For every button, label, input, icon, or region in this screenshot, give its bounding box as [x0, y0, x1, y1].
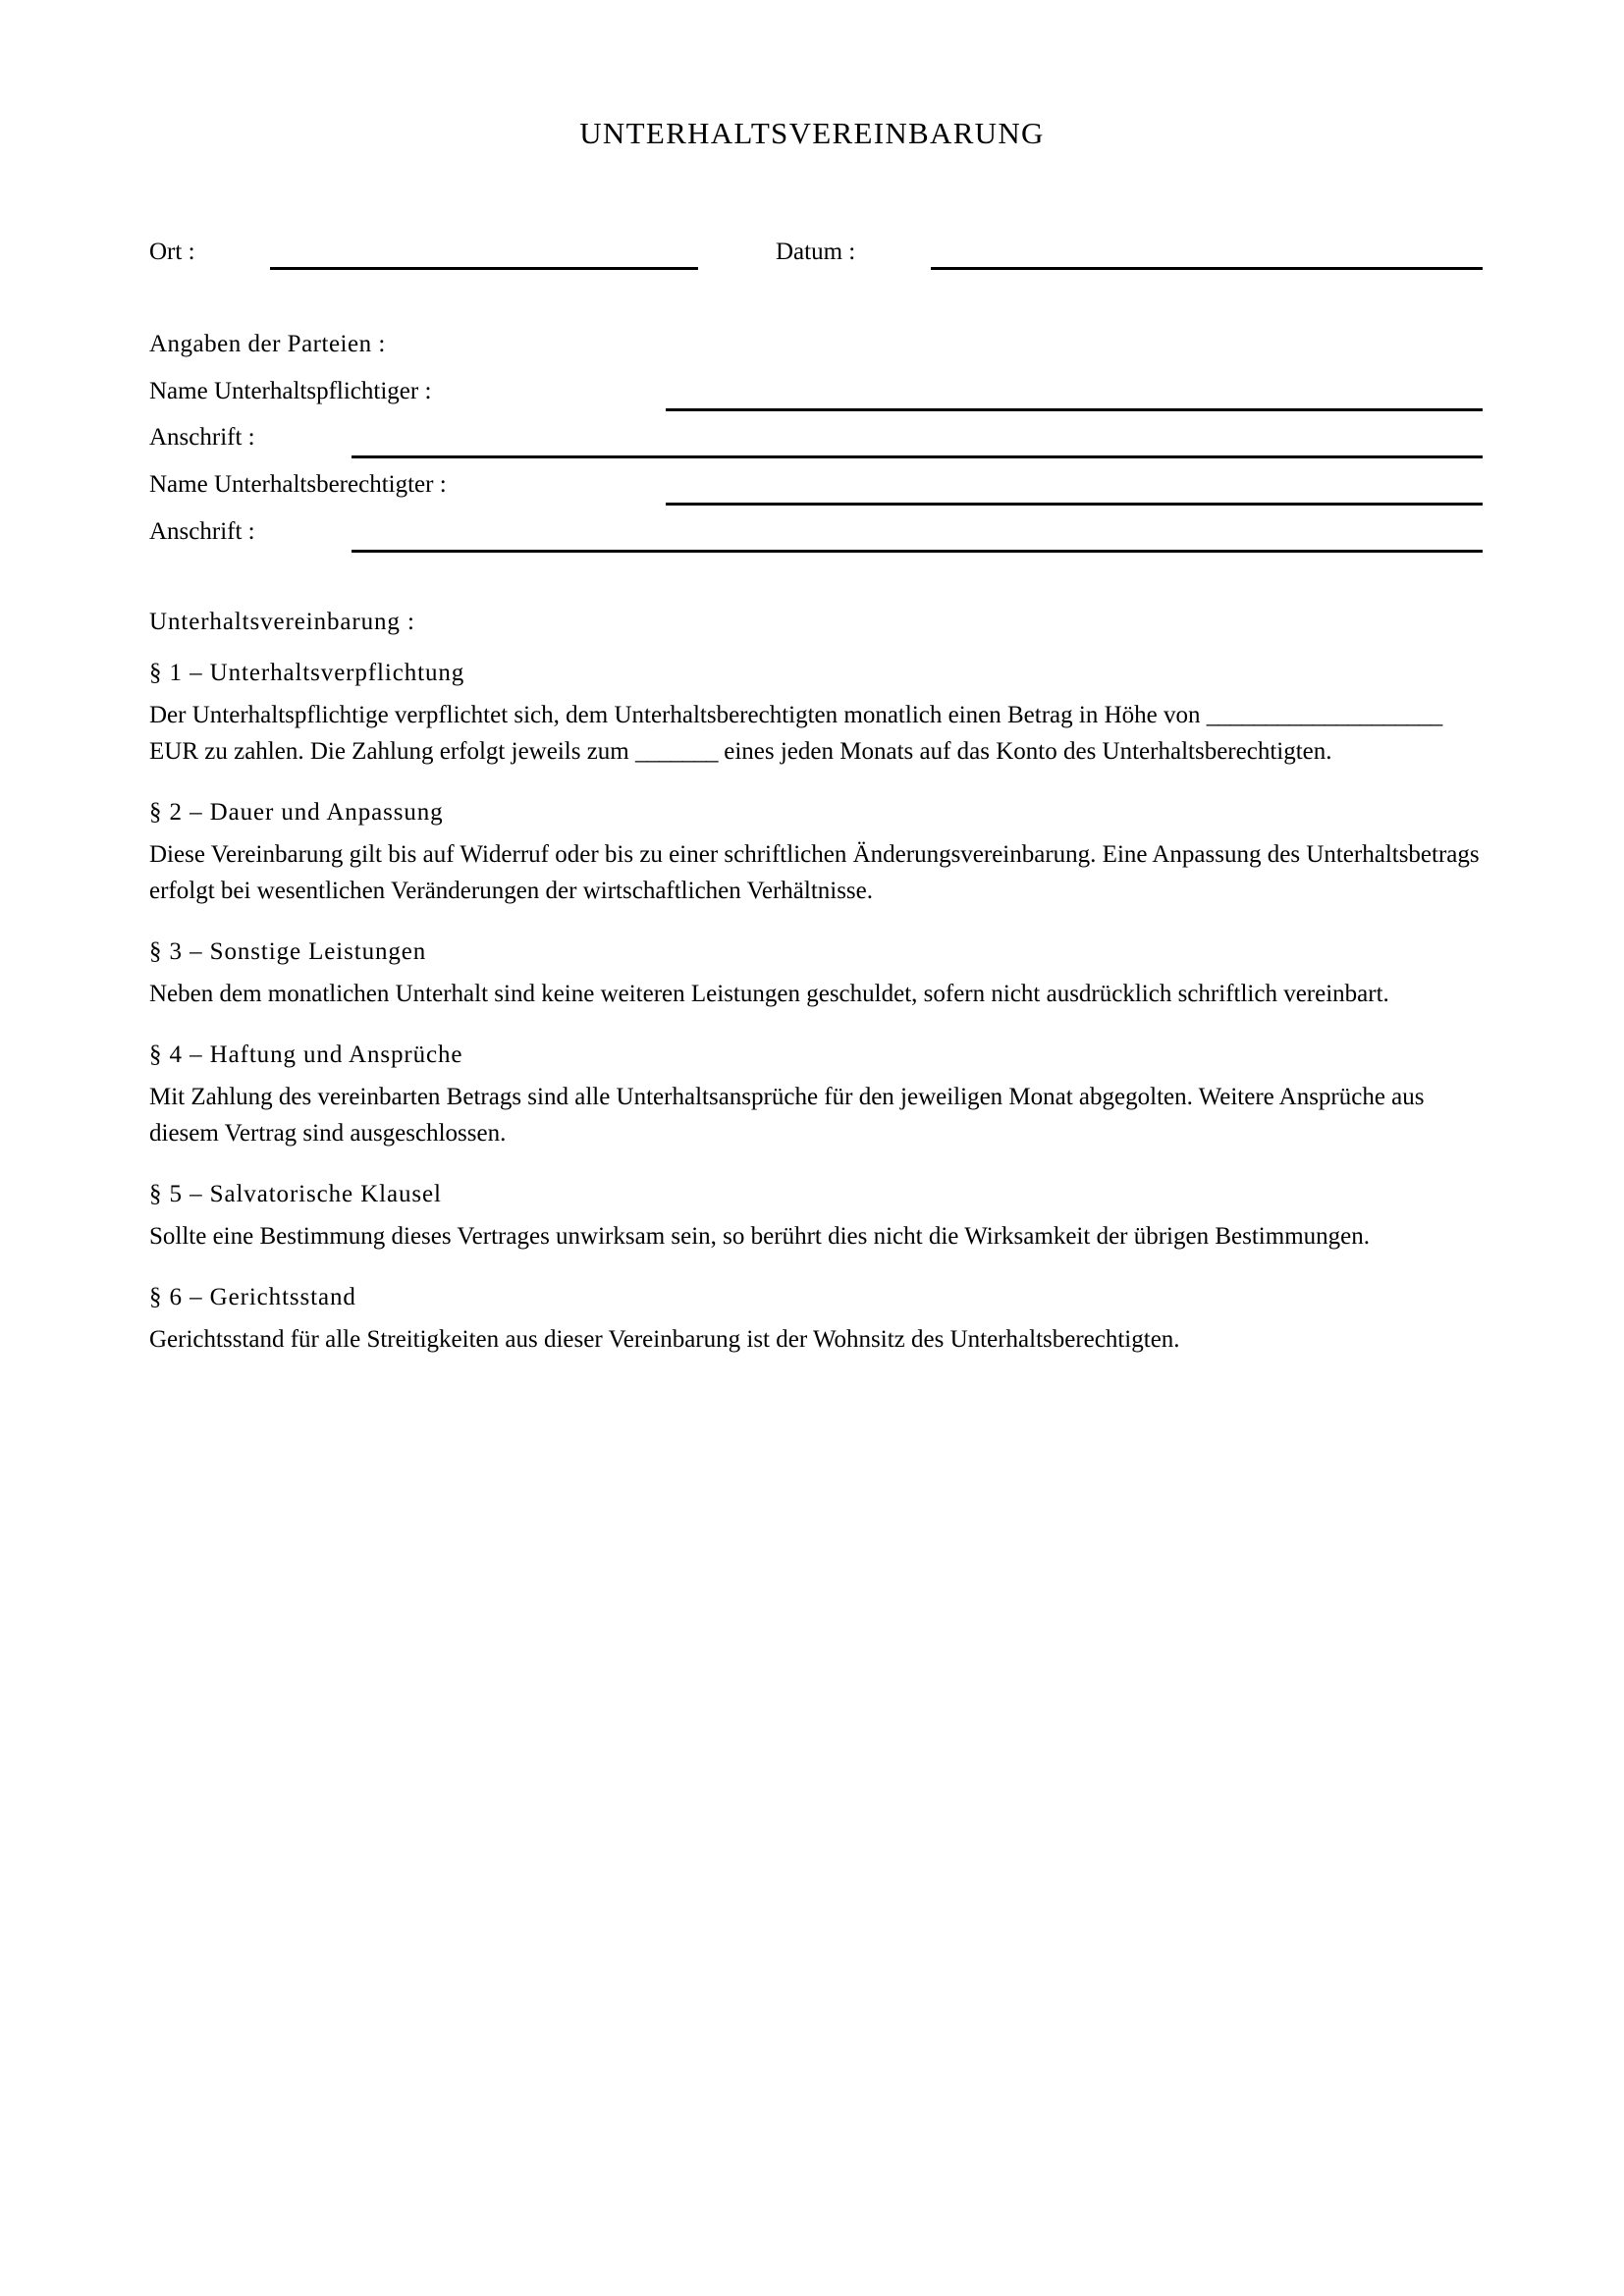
name-obligee-input-line[interactable]	[666, 503, 1483, 506]
datum-input-line[interactable]	[931, 267, 1483, 270]
address-obligee-label: Anschrift :	[149, 518, 255, 545]
clause-5-title: § 5 – Salvatorische Klausel	[149, 1181, 442, 1207]
clause-1-title: § 1 – Unterhaltsverpflichtung	[149, 660, 465, 686]
clause-4-title: § 4 – Haftung und Ansprüche	[149, 1041, 463, 1068]
clause-2-title: § 2 – Dauer und Anpassung	[149, 799, 444, 826]
page-title: UNTERHALTSVEREINBARUNG	[579, 116, 1045, 150]
parties-heading: Angaben der Parteien :	[149, 331, 386, 357]
clause-2-text: Diese Vereinbarung gilt bis auf Widerruf oder bis zu einer schriftlichen Änderungsvereinbarung. Eine Anpassung des Unterhaltsbetrags erfolgt bei wesentlichen Veränderungen der wirtschaftlichen Verhältnisse.	[149, 841, 1480, 904]
clause-1-day-blank[interactable]: _______	[634, 738, 718, 765]
name-obligor-input-line[interactable]	[666, 408, 1483, 411]
clause-4	[149, 1041, 1483, 1151]
clause-5	[149, 1181, 1483, 1255]
address-obligor-label: Anschrift :	[149, 424, 255, 451]
ort-input-line[interactable]	[270, 267, 698, 270]
clause-3-title: § 3 – Sonstige Leistungen	[149, 938, 427, 965]
agreement-body	[149, 609, 1483, 1387]
ort-field-label-wrap	[149, 236, 195, 269]
address-obligor-input-line[interactable]	[352, 455, 1483, 458]
clause-5-text: Sollte eine Bestimmung dieses Vertrages unwirksam sein, so berührt dies nicht die Wirksamkeit der übrigen Bestimmungen.	[149, 1223, 1370, 1250]
clause-3-text: Neben dem monatlichen Unterhalt sind keine weiteren Leistungen geschuldet, sofern nicht ausdrücklich schriftlich vereinbart.	[149, 981, 1389, 1007]
clause-6-title: § 6 – Gerichtsstand	[149, 1284, 356, 1310]
address-obligee-input-line[interactable]	[352, 550, 1483, 553]
clause-1	[149, 660, 1483, 770]
datum-label: Datum :	[776, 239, 856, 265]
name-obligee-label: Name Unterhaltsberechtigter :	[149, 471, 447, 498]
clause-1-text-part1: Der Unterhaltspflichtige verpflichtet sich, dem Unterhaltsberechtigten monatlich einen Betrag in Höhe von	[149, 702, 1207, 728]
clause-4-text: Mit Zahlung des vereinbarten Betrags sind alle Unterhaltsansprüche für den jeweiligen Monat abgegolten. Weitere Ansprüche aus diesem Vertrag sind ausgeschlossen.	[149, 1084, 1425, 1147]
clause-6	[149, 1284, 1483, 1358]
clause-1-amount-blank[interactable]: ____________________	[1206, 702, 1442, 728]
ort-label: Ort :	[149, 239, 195, 265]
clause-2	[149, 799, 1483, 909]
clause-3	[149, 938, 1483, 1012]
clause-1-text-part3: eines jeden Monats auf das Konto des Unterhaltsberechtigten.	[717, 738, 1332, 765]
agreement-heading: Unterhaltsvereinbarung :	[149, 609, 415, 635]
clause-1-text-part2: EUR zu zahlen. Die Zahlung erfolgt jeweils zum	[149, 738, 635, 765]
datum-field-label-wrap	[776, 236, 855, 269]
clause-6-text: Gerichtsstand für alle Streitigkeiten aus dieser Vereinbarung ist der Wohnsitz des Unterhaltsberechtigten.	[149, 1326, 1180, 1353]
clause-1-text	[149, 697, 1483, 770]
name-obligor-label: Name Unterhaltspflichtiger :	[149, 378, 432, 404]
